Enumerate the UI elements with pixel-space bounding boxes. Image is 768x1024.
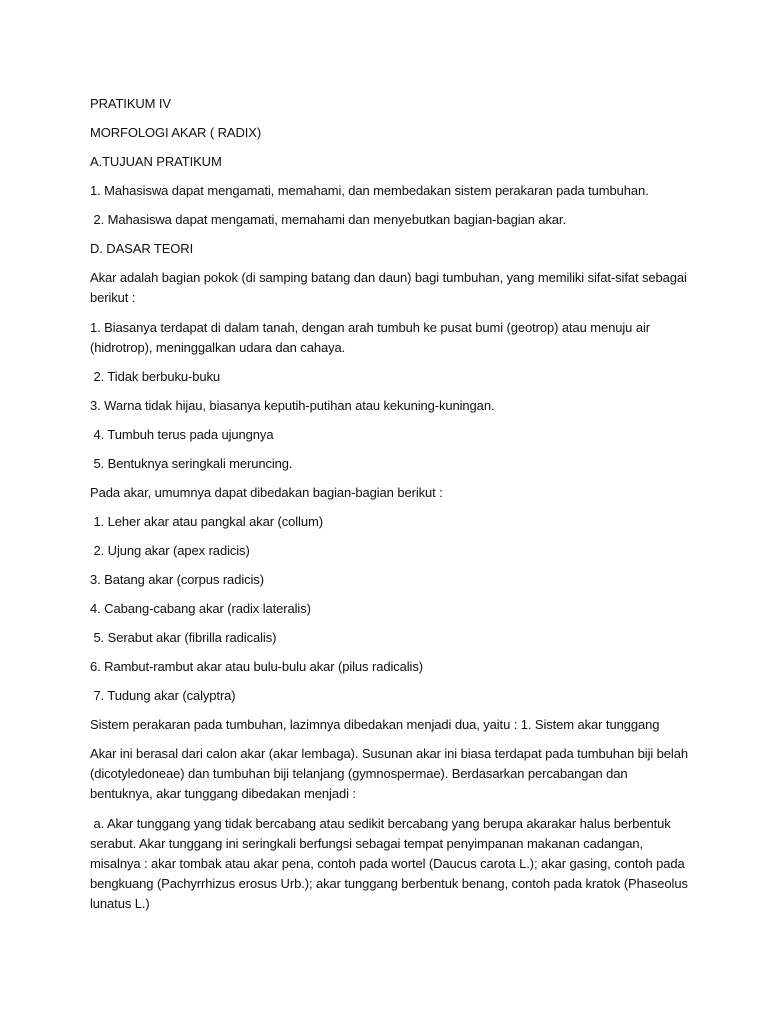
intro-paragraph: Akar adalah bagian pokok (di samping batang dan daun) bagi tumbuhan, yang memiliki sifat-sifat sebagai berikut : xyxy=(90,270,691,305)
doc-subtitle: MORFOLOGI AKAR ( RADIX) xyxy=(90,125,262,140)
goal-item-2: 2. Mahasiswa dapat mengamati, memahami dan menyebutkan bagian-bagian akar. xyxy=(90,212,566,227)
part-item-4: 4. Cabang-cabang akar (radix lateralis) xyxy=(90,601,311,616)
section-heading-tujuan: A.TUJUAN PRATIKUM xyxy=(90,154,222,169)
goal-item-1: 1. Mahasiswa dapat mengamati, memahami, dan membedakan sistem perakaran pada tumbuhan. xyxy=(90,183,649,198)
parts-intro: Pada akar, umumnya dapat dibedakan bagian-bagian berikut : xyxy=(90,485,443,500)
part-item-3: 3. Batang akar (corpus radicis) xyxy=(90,572,264,587)
trait-item-3: 3. Warna tidak hijau, biasanya keputih-putihan atau kekuning-kuningan. xyxy=(90,398,495,413)
part-item-7: 7. Tudung akar (calyptra) xyxy=(90,688,236,703)
document-page xyxy=(90,94,690,923)
taproot-description: Akar ini berasal dari calon akar (akar lembaga). Susunan akar ini biasa terdapat pada tumbuhan biji belah (dicotyledoneae) dan tumbuhan biji telanjang (gymnospermae). Berdasarkan percabangan dan bentuknya, akar tunggang dibedakan menjadi : xyxy=(90,746,692,801)
trait-item-4: 4. Tumbuh terus pada ujungnya xyxy=(90,427,274,442)
part-item-1: 1. Leher akar atau pangkal akar (collum) xyxy=(90,514,323,529)
doc-title: PRATIKUM IV xyxy=(90,96,172,111)
trait-item-1: 1. Biasanya terdapat di dalam tanah, dengan arah tumbuh ke pusat bumi (geotrop) atau menuju air (hidrotrop), meninggalkan udara dan cahaya. xyxy=(90,320,654,355)
taproot-type-a: a. Akar tunggang yang tidak bercabang atau sedikit bercabang yang berupa akarakar halus berbentuk serabut. Akar tunggang ini seringkali berfungsi sebagai tempat penyimpanan makanan cadangan, misalnya : akar tombak atau akar pena, contoh pada wortel (Daucus carota L.); akar gasing, contoh pada bengkuang (Pachyrrhizus erosus Urb.); akar tunggang berbentuk benang, contoh pada kratok (Phaseolus lunatus L.) xyxy=(90,816,692,911)
part-item-2: 2. Ujung akar (apex radicis) xyxy=(90,543,250,558)
section-heading-dasar-teori: D. DASAR TEORI xyxy=(90,241,194,256)
trait-item-2: 2. Tidak berbuku-buku xyxy=(90,369,221,384)
system-intro: Sistem perakaran pada tumbuhan, lazimnya dibedakan menjadi dua, yaitu : 1. Sistem akar tunggang xyxy=(90,717,660,732)
part-item-5: 5. Serabut akar (fibrilla radicalis) xyxy=(90,630,277,645)
part-item-6: 6. Rambut-rambut akar atau bulu-bulu akar (pilus radicalis) xyxy=(90,659,423,674)
trait-item-5: 5. Bentuknya seringkali meruncing. xyxy=(90,456,293,471)
